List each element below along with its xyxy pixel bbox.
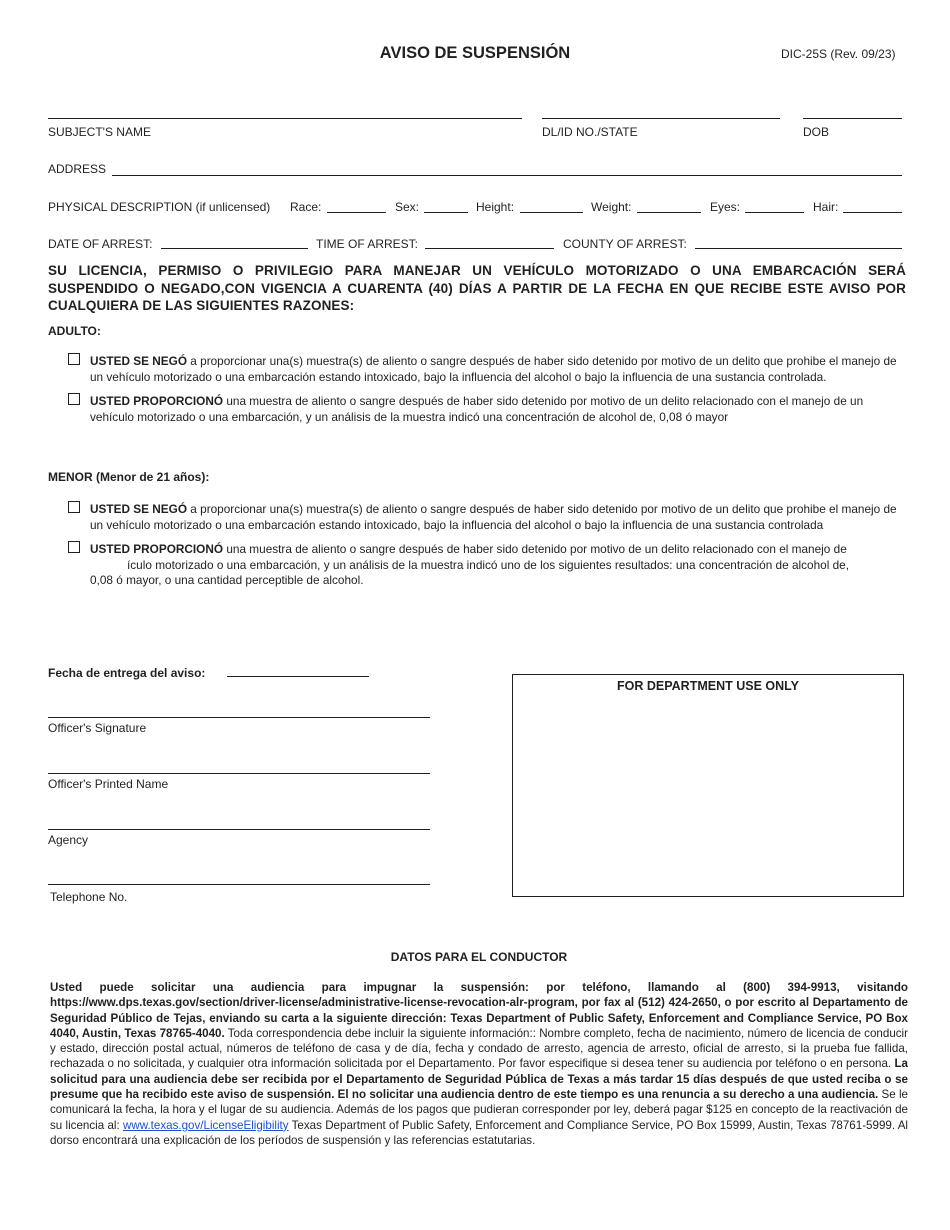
weight-field[interactable] [637, 212, 701, 213]
dob-field[interactable] [803, 118, 902, 119]
race-label: Race: [290, 200, 322, 214]
officer-printed-name-label: Officer's Printed Name [48, 777, 169, 791]
adult-provided-bold: USTED PROPORCIONÓ [90, 394, 224, 408]
height-label: Height: [476, 200, 515, 214]
suspension-statement [48, 262, 906, 315]
subject-name-label: SUBJECT'S NAME [48, 125, 151, 139]
date-of-arrest-field[interactable] [161, 248, 308, 249]
address-text: Texas Department of Public Safety, Enforcement and Compliance Service, PO Box 15999, Austin, Texas 78761-5999. Al dorso encontrará una explicación de los períodos de suspensión y las referencias estatutarias. [50, 1118, 908, 1147]
notice-date-field[interactable] [227, 676, 369, 677]
minor-refused-bold: USTED SE NEGÓ [90, 502, 188, 516]
form-title: AVISO DE SUSPENSIÓN [379, 44, 571, 62]
dl-id-label: DL/ID NO./STATE [542, 125, 638, 139]
sex-field[interactable] [424, 212, 468, 213]
statement-line-2: SUSPENDIDO O NEGADO,CON VIGENCIA A CUARENTA (40) DÍAS A PARTIR DE LA FECHA EN QUE RECIBE ESTE AVISO POR [48, 280, 906, 296]
height-field[interactable] [520, 212, 583, 213]
minor-refused-option [90, 502, 902, 533]
hair-label: Hair: [813, 200, 839, 214]
address-label: ADDRESS [48, 162, 107, 176]
county-of-arrest-label: COUNTY OF ARREST: [563, 237, 687, 251]
adult-refused-checkbox[interactable] [68, 353, 80, 365]
eyes-field[interactable] [745, 212, 804, 213]
license-eligibility-link[interactable]: www.texas.gov/LicenseEligibility [122, 1118, 289, 1132]
minor-refused-text: a proporcionar una(s) muestra(s) de aliento o sangre después de haber sido detenido por motivo de un delito que prohibe el manejo de un vehículo motorizado o una embarcación estando intoxicado, bajo la influencia del alcohol o bajo la influencia de una sustancia controlada [90, 502, 897, 532]
telephone-field[interactable] [48, 884, 430, 885]
statement-line-1: SU LICENCIA, PERMISO O PRIVILEGIO PARA MANEJAR UN VEHÍCULO MOTORIZADO O UNA EMBARCACIÓN SERÁ [48, 263, 906, 278]
reinstatement-text: Se le comunicará la fecha, la hora y el lugar de su audiencia. Además de los pagos que pudieran corresponder por ley, deberá pagar $125 en concepto de la reactivación de su licencia al: [50, 1088, 908, 1132]
minor-provided-checkbox[interactable] [68, 541, 80, 553]
minor-provided-option [90, 542, 906, 589]
department-use-title: FOR DEPARTMENT USE ONLY [617, 679, 799, 693]
adult-provided-option [90, 394, 902, 425]
correspondence-text: Toda correspondencia debe incluir la siguiente información:: Nombre completo, fecha de nacimiento, número de licencia de conducir y estado, dirección postal actual, números de teléfono de casa y de día, fecha y condado de arresto, agencia de arresto, oficial de arresto, si la prueba fue fallida, rechazada o no solicitada, y cualquier otra información solicitada por el Departamento. Por favor especifique si desea tener su audiencia por teléfono o en persona. [50, 1026, 908, 1071]
dl-id-field[interactable] [542, 118, 780, 119]
notice-date-label: Fecha de entrega del aviso: [48, 666, 206, 680]
statement-line-3: CUALQUIERA DE LAS SIGUIENTES RAZONES: [48, 298, 355, 313]
driver-info-heading: DATOS PARA EL CONDUCTOR [390, 950, 568, 964]
deadline-bold: La solicitud para una audiencia debe ser recibida por el Departamento de Seguridad Pública de Texas a más tardar 15 días después de que usted reciba o se presume que ha recibido este aviso de suspensión. El no solicitar una audiencia dentro de este tiempo es una renuncia a su derecho a una audiencia. [50, 1057, 908, 1102]
minor-provided-line-2: ículo motorizado o una embarcación, y un análisis de la muestra indicó uno de los siguientes resultados: una concentración de alcohol de, [127, 557, 850, 572]
officer-signature-field[interactable] [48, 717, 430, 718]
county-of-arrest-field[interactable] [695, 248, 902, 249]
adult-provided-checkbox[interactable] [68, 393, 80, 405]
officer-signature-label: Officer's Signature [48, 721, 147, 735]
adult-heading: ADULTO: [48, 324, 101, 338]
date-of-arrest-label: DATE OF ARREST: [48, 237, 153, 251]
hair-field[interactable] [843, 212, 902, 213]
minor-provided-bold: USTED PROPORCIONÓ [90, 542, 224, 556]
department-use-box [512, 674, 904, 897]
minor-heading: MENOR (Menor de 21 años): [48, 470, 210, 484]
officer-printed-name-field[interactable] [48, 773, 430, 774]
physical-description-label: PHYSICAL DESCRIPTION (if unlicensed) [48, 200, 271, 214]
time-of-arrest-field[interactable] [425, 248, 554, 249]
address-field[interactable] [112, 175, 902, 176]
minor-provided-text-a: una muestra de aliento o sangre después de haber sido detenido por motivo de un delito relacionado con el manejo de [223, 542, 847, 556]
driver-info-paragraph [50, 980, 908, 1148]
hearing-request-bold: Usted puede solicitar una audiencia para impugnar la suspensión: por teléfono, llamando al (800) 394-9913, visitando https://www.dps.texas.gov/section/driver-license/administrative-license-revocation-alr-program, por fax al (512) 424-2650, o por escrito al Departamento de Seguridad Público de Tejas, enviando su carta a la siguiente dirección: Texas Department of Public Safety, Enforcement and Compliance Service, PO Box 4040, Austin, Texas 78765-4040. [50, 981, 908, 1040]
agency-label: Agency [48, 833, 89, 847]
race-field[interactable] [327, 212, 386, 213]
adult-refused-bold: USTED SE NEGÓ [90, 354, 188, 368]
minor-provided-line-1 [90, 542, 906, 558]
dob-label: DOB [803, 125, 830, 139]
subject-name-field[interactable] [48, 118, 522, 119]
eyes-label: Eyes: [710, 200, 741, 214]
adult-provided-text: una muestra de aliento o sangre después de haber sido detenido por motivo de un delito relacionado con el manejo de un vehículo motorizado o una embarcación, y un análisis de la muestra indicó una concentración de alcohol de, 0,08 ó mayor [90, 394, 864, 424]
adult-refused-option [90, 354, 902, 385]
sex-label: Sex: [395, 200, 420, 214]
form-number: DIC-25S (Rev. 09/23) [781, 47, 896, 61]
time-of-arrest-label: TIME OF ARREST: [316, 237, 419, 251]
adult-refused-text: a proporcionar una(s) muestra(s) de aliento o sangre después de haber sido detenido por motivo de un delito que prohibe el manejo de un vehículo motorizado o una embarcación estando intoxicado, bajo la influencia del alcohol o bajo la influencia de una sustancia controlada. [90, 354, 897, 384]
weight-label: Weight: [591, 200, 632, 214]
minor-provided-line-3: 0,08 ó mayor, o una cantidad perceptible de alcohol. [90, 573, 364, 587]
minor-refused-checkbox[interactable] [68, 501, 80, 513]
agency-field[interactable] [48, 829, 430, 830]
telephone-label: Telephone No. [50, 890, 128, 904]
